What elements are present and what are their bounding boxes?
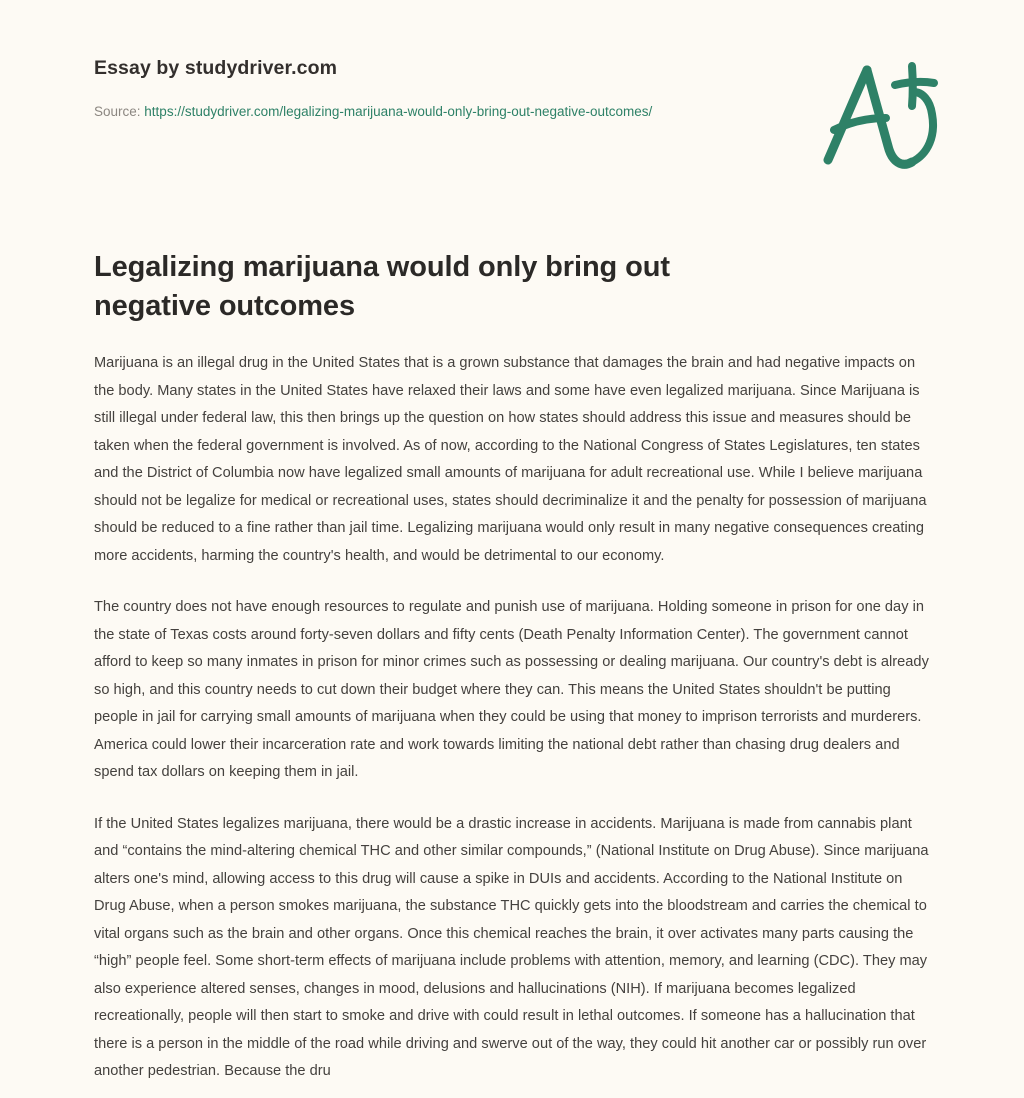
article-paragraph: Marijuana is an illegal drug in the United States that is a grown substance that damages the brain and had negative impacts on the body. Many states in the United States have relaxed their laws and some have even legalized marijuana. Since Marijuana is still illegal under federal law, this then brings up the question on how states should address this issue and measures should be taken when the federal government is involved. As of now, according to the National Congress of States Legislatures, ten states and the District of Columbia now have legalized small amounts of marijuana for adult recreational use. While I believe marijuana should not be legalize for medical or recreational uses, states should decriminalize it and the penalty for possession of marijuana should be reduced to a fine rather than jail time. Legalizing marijuana would only result in many negative consequences creating more accidents, harming the country's health, and would be detrimental to our economy. xyxy=(94,355,927,564)
a-plus-logo-icon xyxy=(812,52,952,177)
document-header xyxy=(94,56,794,126)
article-paragraph: The country does not have enough resources to regulate and punish use of marijuana. Holding someone in prison for one day in the state of Texas costs around forty-seven dollars and fifty cents (Death Penalty Information Center). The government cannot afford to keep so many inmates in prison for minor crimes such as possessing or dealing marijuana. Our country's debt is already so high, and this country needs to cut down their budget where they can. This means the United States shouldn't be putting people in jail for carrying small amounts of marijuana when they could be using that money to imprison terrorists and murderers. America could lower their incarceration rate and work towards limiting the national debt rather than chasing drug dealers and spend tax dollars on keeping them in jail. xyxy=(94,599,929,780)
article-paragraph: If the United States legalizes marijuana, there would be a drastic increase in accidents. Marijuana is made from cannabis plant and “contains the mind-altering chemical THC and other similar compounds,” (National Institute on Drug Abuse). Since marijuana alters one's mind, allowing access to this drug will cause a spike in DUIs and accidents. According to the National Institute on Drug Abuse, when a person smokes marijuana, the substance THC quickly gets into the bloodstream and carries the chemical to vital organs such as the brain and other organs. Once this chemical reaches the brain, it over activates many parts causing the “high” people feel. Some short-term effects of marijuana include problems with attention, memory, and learning (CDC). They may also experience altered senses, changes in mood, delusions and hallucinations (NIH). If marijuana becomes legalized recreationally, people will then start to smoke and drive with could result in lethal outcomes. If someone has a hallucination that there is a person in the middle of the road while driving and swerve out of the way, they could hit another car or possibly run over another pedestrian. Because the dru xyxy=(94,815,929,1079)
source-label: Source: xyxy=(94,104,141,120)
source-url-link[interactable]: https://studydriver.com/legalizing-marijuana-would-only-bring-out-negative-outcomes/ xyxy=(144,104,653,120)
page-title: Legalizing marijuana would only bring out negative outcomes xyxy=(94,251,670,322)
source-line xyxy=(94,99,654,125)
article-body xyxy=(94,350,932,1086)
byline: Essay by studydriver.com xyxy=(94,57,338,79)
